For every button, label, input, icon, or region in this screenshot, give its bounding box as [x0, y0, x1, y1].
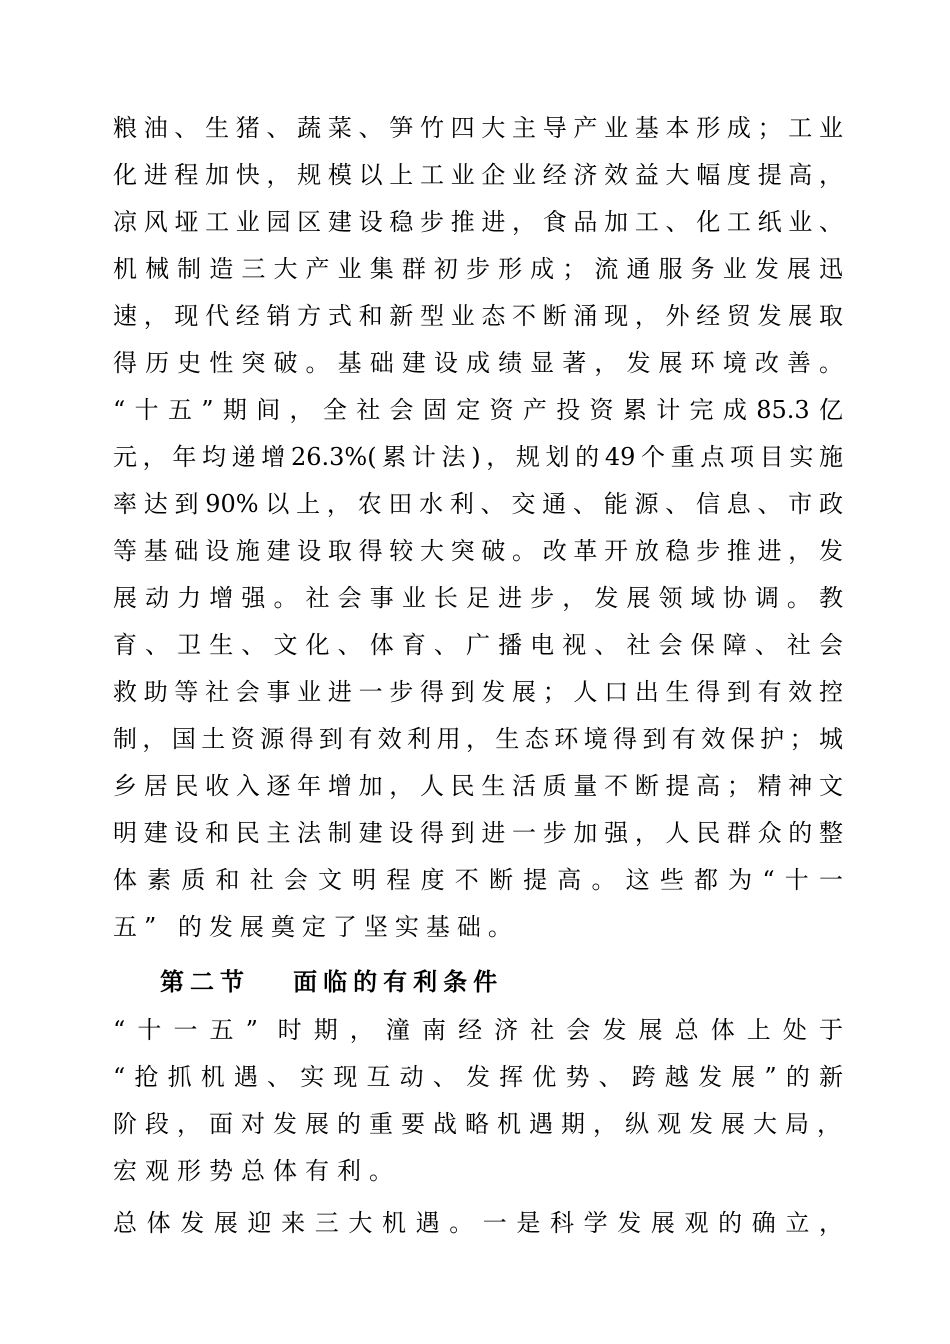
paragraph-1-line: “十五”期间，全社会固定资产投资累计完成85.3亿	[113, 396, 843, 424]
paragraph-1-line: 率达到90%以上，农田水利、交通、能源、信息、市政	[113, 490, 843, 518]
paragraph-2-line: “十一五” 时期，潼南经济社会发展总体上处于	[113, 1016, 843, 1044]
paragraph-1-line: 五” 的发展奠定了坚实基础。	[113, 913, 519, 941]
paragraph-1-line: 速，现代经销方式和新型业态不断涌现，外经贸发展取	[113, 302, 843, 330]
paragraph-1-line: 救助等社会事业进一步得到发展；人口出生得到有效控	[113, 678, 843, 706]
paragraph-3-line: 总体发展迎来三大机遇。一是科学发展观的确立，	[113, 1209, 843, 1237]
paragraph-1-line: 化进程加快，规模以上工业企业经济效益大幅度提高，	[113, 161, 843, 189]
paragraph-1-line: 制，国土资源得到有效利用，生态环境得到有效保护；城	[113, 725, 843, 753]
paragraph-1-line: 乡居民收入逐年增加，人民生活质量不断提高；精神文	[113, 772, 843, 800]
section-heading: 第二节 面临的有利条件	[160, 967, 504, 996]
paragraph-1-line: 等基础设施建设取得较大突破。改革开放稳步推进，发	[113, 537, 843, 565]
paragraph-1-line: 得历史性突破。基础建设成绩显著，发展环境改善。	[113, 349, 843, 377]
paragraph-1-line: 展动力增强。社会事业长足进步，发展领域协调。教	[113, 584, 843, 612]
paragraph-1-line: 凉风垭工业园区建设稳步推进，食品加工、化工纸业、	[113, 208, 843, 236]
paragraph-1-line: 机械制造三大产业集群初步形成；流通服务业发展迅	[113, 255, 843, 283]
paragraph-1-line: 粮油、生猪、蔬菜、笋竹四大主导产业基本形成；工业	[113, 114, 843, 142]
paragraph-2-line: 宏观形势总体有利。	[113, 1157, 401, 1185]
paragraph-2-line: “抢抓机遇、实现互动、发挥优势、跨越发展”的新	[113, 1063, 843, 1091]
paragraph-1-line: 明建设和民主法制建设得到进一步加强，人民群众的整	[113, 819, 843, 847]
paragraph-2-line: 阶段，面对发展的重要战略机遇期，纵观发展大局，	[113, 1110, 849, 1138]
paragraph-1-line: 育、卫生、文化、体育、广播电视、社会保障、社会	[113, 631, 843, 659]
paragraph-1-line: 元，年均递增26.3%(累计法)，规划的49个重点项目实施	[113, 443, 843, 471]
paragraph-1-line: 体素质和社会文明程度不断提高。这些都为“十一	[113, 866, 843, 894]
